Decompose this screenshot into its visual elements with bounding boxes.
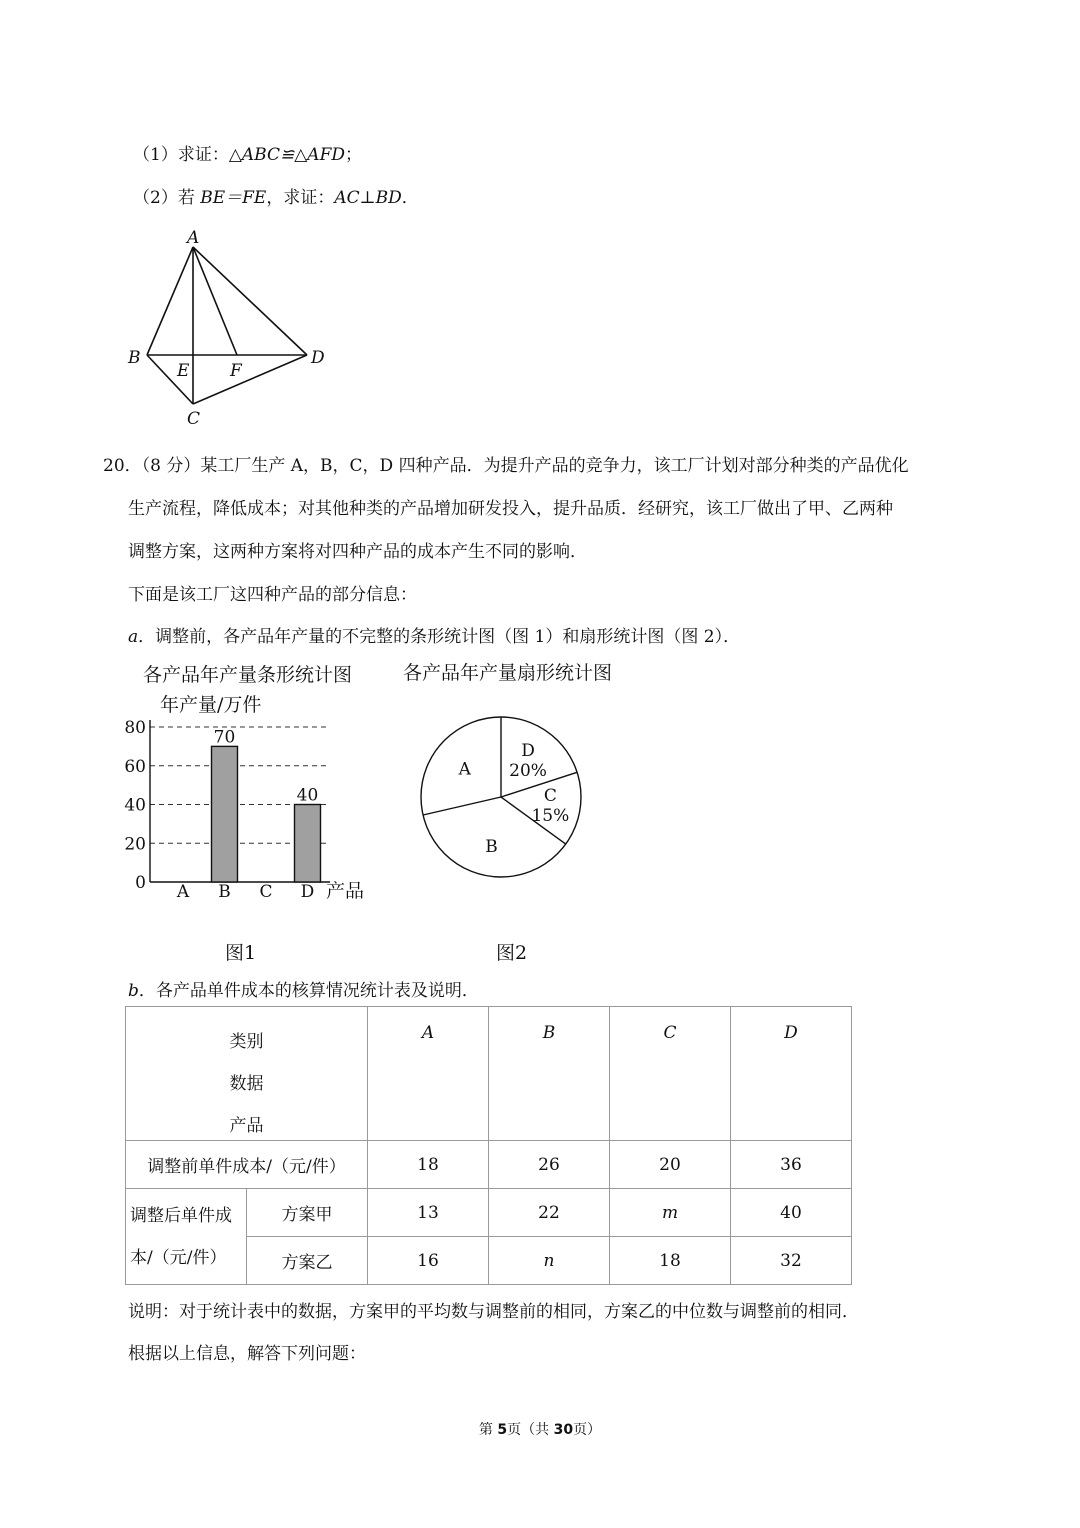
q20-note: 说明：对于统计表中的数据，方案甲的平均数与调整前的相同，方案乙的中位数与调整前的相同． — [128, 1302, 859, 1322]
bar-chart-ylabel: 年产量/万件 — [160, 694, 262, 716]
bar-D — [295, 805, 321, 883]
bar-chart-caption: 图1 — [225, 942, 257, 964]
table-cell: 36 — [731, 1141, 852, 1189]
pie-slice-label-C: C — [543, 785, 557, 806]
footer-total-pages: 30 — [553, 1422, 574, 1438]
pie-slice-percent-C: 15% — [531, 805, 570, 826]
table-cell: 22 — [489, 1189, 610, 1237]
row-label-before: 调整前单件成本/（元/件） — [126, 1141, 368, 1189]
cost-table — [125, 1006, 852, 1285]
bar-x-tick-label: B — [218, 882, 231, 902]
table-corner-cell — [126, 1007, 368, 1141]
item-b-label: b — [128, 981, 139, 1001]
bar-B — [212, 746, 238, 882]
bar-y-tick-label: 80 — [124, 718, 146, 738]
q19-part2-suffix: ． — [401, 188, 419, 208]
table-row-plan-a — [126, 1189, 852, 1237]
table-cell: 26 — [489, 1141, 610, 1189]
label-E: E — [177, 361, 190, 381]
pie-chart — [410, 702, 594, 886]
q19-part2-prefix: （2）若 — [133, 188, 201, 208]
corner-label-category: 类别 — [229, 1032, 264, 1052]
footer-page-number: 5 — [497, 1422, 508, 1438]
footer-text-3: 页） — [573, 1422, 602, 1438]
label-F: F — [230, 361, 242, 381]
bar-chart-xlabel: 产品 — [326, 880, 365, 902]
corner-label-product: 产品 — [229, 1116, 264, 1136]
q20-item-a — [128, 622, 740, 647]
q20-line2: 生产流程，降低成本；对其他种类的产品增加研发投入，提升品质．经研究，该工厂做出了甲、乙两种 — [128, 499, 893, 519]
bar-x-tick-label: A — [176, 882, 190, 902]
q19-part1-math: △ABC≌△AFD — [228, 145, 346, 165]
footer-text-2: 页（共 — [507, 1422, 554, 1438]
q19-part2 — [133, 183, 419, 208]
table-header-row — [126, 1007, 852, 1141]
row-label-after-line1: 调整后单件成 — [130, 1205, 232, 1226]
label-B: B — [128, 348, 141, 368]
table-cell: 40 — [731, 1189, 852, 1237]
table-cell: 18 — [368, 1141, 489, 1189]
table-cell: 13 — [368, 1189, 489, 1237]
q19-part2-mid: ，求证： — [266, 188, 335, 208]
table-col-header: A — [368, 1007, 489, 1141]
geometry-figure — [120, 222, 340, 432]
page-footer — [0, 1419, 1080, 1439]
table-cell: m — [610, 1189, 731, 1237]
pie-slice-label-A: A — [458, 759, 471, 780]
label-D: D — [311, 348, 325, 368]
table-cell: 18 — [610, 1237, 731, 1285]
segment-AD — [193, 247, 307, 355]
bar-chart-title: 各产品年产量条形统计图 — [143, 664, 353, 686]
bar-data-label: 40 — [296, 785, 319, 806]
bar-x-tick-label: C — [259, 882, 273, 902]
pie-chart-title: 各产品年产量扇形统计图 — [403, 662, 613, 684]
q19-part2-cond: BE＝FE — [200, 188, 267, 208]
bar-data-label: 70 — [213, 727, 236, 748]
table-cell: 32 — [731, 1237, 852, 1285]
pie-chart-caption: 图2 — [496, 942, 528, 964]
q20-line1: 20．（8 分）某工厂生产 A，B，C，D 四种产品．为提升产品的竞争力，该工厂计划对部分种类的产品优化 — [103, 456, 909, 476]
label-A: A — [187, 228, 200, 248]
bar-y-tick-label: 0 — [135, 873, 146, 893]
table-cell: 20 — [610, 1141, 731, 1189]
table-cell: n — [489, 1237, 610, 1285]
table-row-before — [126, 1141, 852, 1189]
table-col-header: C — [610, 1007, 731, 1141]
label-C: C — [187, 409, 201, 429]
table-col-header: D — [731, 1007, 852, 1141]
q20-item-b — [128, 976, 479, 1001]
item-b-text: ．各产品单件成本的核算情况统计表及说明． — [138, 981, 479, 1001]
bar-y-tick-label: 60 — [124, 756, 146, 777]
footer-text-1: 第 — [478, 1422, 498, 1438]
row-label-plan-a: 方案甲 — [247, 1189, 368, 1237]
bar-chart — [118, 688, 380, 910]
bar-y-tick-label: 40 — [124, 795, 146, 816]
row-label-after-line2: 本/（元/件） — [130, 1247, 227, 1268]
q19-part1 — [133, 140, 362, 165]
pie-slice-label-B: B — [485, 837, 498, 858]
item-a-text: ．调整前，各产品年产量的不完整的条形统计图（图 1）和扇形统计图（图 2）． — [138, 627, 741, 647]
pie-slice-percent-D: 20% — [509, 760, 547, 781]
segment-AB — [147, 247, 193, 355]
pie-slice-boundary — [423, 797, 501, 815]
table-cell: 16 — [368, 1237, 489, 1285]
item-a-label: a — [128, 627, 139, 647]
q19-part1-prefix: （1）求证： — [133, 145, 229, 165]
pie-slice-label-D: D — [521, 740, 535, 761]
q20-line4: 下面是该工厂这四种产品的部分信息： — [128, 585, 417, 605]
corner-label-data: 数据 — [229, 1074, 264, 1094]
row-label-plan-b: 方案乙 — [247, 1237, 368, 1285]
bar-y-tick-label: 20 — [124, 834, 146, 855]
bar-x-tick-label: D — [300, 882, 315, 902]
q20-line3: 调整方案，这两种方案将对四种产品的成本产生不同的影响． — [128, 542, 587, 562]
q20-prompt: 根据以上信息，解答下列问题： — [128, 1344, 366, 1364]
q19-part2-math: AC⊥BD — [334, 188, 402, 208]
table-col-header: B — [489, 1007, 610, 1141]
segment-AF — [193, 247, 237, 355]
segment-CD — [193, 355, 307, 404]
row-label-after — [126, 1189, 247, 1285]
q19-part1-suffix: ； — [345, 145, 363, 165]
